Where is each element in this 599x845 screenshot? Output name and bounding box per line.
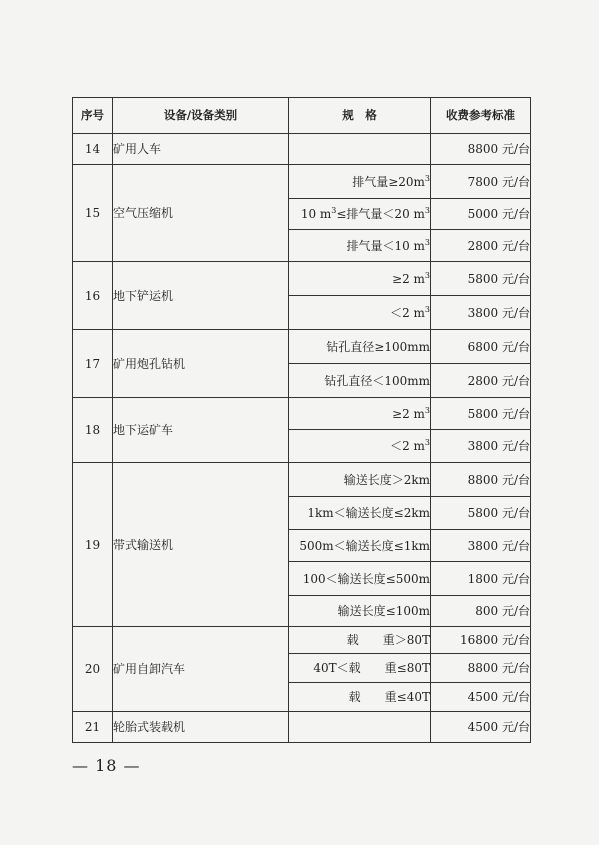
spec-text: ≥2 m — [392, 406, 425, 421]
fee-standard: 3800 元/台 — [431, 430, 531, 463]
specification — [289, 199, 431, 230]
header-fee-standard: 收费参考标准 — [431, 98, 531, 134]
specification — [289, 530, 431, 562]
specification — [289, 596, 431, 627]
table-body — [73, 134, 531, 743]
spec-text: 输送长度＞2km — [343, 472, 430, 487]
specification — [289, 230, 431, 262]
spec-text: 40T＜载 重≤80T — [313, 661, 430, 675]
spec-superscript: 3 — [424, 438, 430, 447]
specification — [289, 497, 431, 530]
fee-standard: 8800 元/台 — [431, 654, 531, 683]
spec-text: 排气量≥20m — [352, 174, 425, 189]
page-number: — 18 — — [72, 756, 141, 775]
fee-standard: 2800 元/台 — [431, 364, 531, 398]
spec-superscript: 3 — [331, 206, 337, 215]
fee-standard: 2800 元/台 — [431, 230, 531, 262]
equipment-type: 地下铲运机 — [113, 262, 289, 330]
spec-text: 1km＜输送长度≤2km — [307, 506, 430, 520]
specification — [289, 683, 431, 712]
spec-text: 排气量＜10 m — [346, 238, 425, 253]
row-number: 14 — [73, 134, 113, 165]
spec-text: ＜2 m — [390, 305, 425, 320]
row-number: 20 — [73, 627, 113, 712]
table-row — [73, 165, 531, 199]
table-row — [73, 627, 531, 654]
specification — [289, 562, 431, 596]
specification — [289, 654, 431, 683]
fee-standard: 4500 元/台 — [431, 712, 531, 743]
table-row — [73, 330, 531, 364]
fee-standard: 5000 元/台 — [431, 199, 531, 230]
fee-standard: 8800 元/台 — [431, 463, 531, 497]
fee-standard: 5800 元/台 — [431, 262, 531, 296]
spec-text: 10 m — [300, 207, 332, 221]
row-number: 15 — [73, 165, 113, 262]
table-row — [73, 712, 531, 743]
equipment-type: 空气压缩机 — [113, 165, 289, 262]
equipment-type: 地下运矿车 — [113, 398, 289, 463]
header-equipment-type: 设备/设备类别 — [113, 98, 289, 134]
spec-text: 钻孔直径＜100mm — [324, 373, 430, 388]
fee-standard: 6800 元/台 — [431, 330, 531, 364]
specification — [289, 627, 431, 654]
fee-standard: 7800 元/台 — [431, 165, 531, 199]
table-row — [73, 463, 531, 497]
fee-standard: 4500 元/台 — [431, 683, 531, 712]
fee-standard: 1800 元/台 — [431, 562, 531, 596]
equipment-type: 带式输送机 — [113, 463, 289, 627]
row-number: 17 — [73, 330, 113, 398]
specification — [289, 262, 431, 296]
spec-text: ＜2 m — [390, 439, 425, 453]
spec-text: ≥2 m — [392, 271, 425, 286]
fee-standard: 16800 元/台 — [431, 627, 531, 654]
specification — [289, 296, 431, 330]
row-number: 16 — [73, 262, 113, 330]
spec-text: 100＜输送长度≤500m — [302, 571, 430, 586]
spec-superscript: 3 — [424, 237, 430, 247]
spec-text: 输送长度≤100m — [337, 604, 430, 618]
fee-standard-table — [72, 97, 531, 743]
header-no: 序号 — [73, 98, 113, 134]
table-header-row — [73, 98, 531, 134]
spec-text: ≤排气量＜20 m — [336, 207, 425, 221]
specification — [289, 165, 431, 199]
specification — [289, 712, 431, 743]
fee-standard: 5800 元/台 — [431, 398, 531, 430]
equipment-type: 矿用炮孔钻机 — [113, 330, 289, 398]
fee-standard: 8800 元/台 — [431, 134, 531, 165]
specification — [289, 398, 431, 430]
spec-text: 载 重＞80T — [346, 633, 430, 647]
row-number: 21 — [73, 712, 113, 743]
spec-text: 钻孔直径≥100mm — [326, 339, 430, 354]
row-number: 18 — [73, 398, 113, 463]
spec-text: 500m＜输送长度≤1km — [299, 538, 430, 553]
specification — [289, 463, 431, 497]
equipment-type: 矿用人车 — [113, 134, 289, 165]
fee-standard: 3800 元/台 — [431, 530, 531, 562]
spec-text: 载 重≤40T — [348, 690, 430, 704]
specification — [289, 364, 431, 398]
spec-superscript: 3 — [424, 304, 430, 314]
equipment-type: 轮胎式装载机 — [113, 712, 289, 743]
specification — [289, 134, 431, 165]
fee-standard: 5800 元/台 — [431, 497, 531, 530]
table-row — [73, 134, 531, 165]
specification — [289, 430, 431, 463]
fee-standard: 3800 元/台 — [431, 296, 531, 330]
specification — [289, 330, 431, 364]
table-row — [73, 398, 531, 430]
fee-standard: 800 元/台 — [431, 596, 531, 627]
spec-superscript: 3 — [424, 270, 430, 280]
spec-superscript: 3 — [424, 405, 430, 415]
table-row — [73, 262, 531, 296]
spec-superscript: 3 — [424, 173, 430, 183]
row-number: 19 — [73, 463, 113, 627]
equipment-type: 矿用自卸汽车 — [113, 627, 289, 712]
header-specification: 规 格 — [289, 98, 431, 134]
spec-superscript: 3 — [424, 206, 430, 215]
